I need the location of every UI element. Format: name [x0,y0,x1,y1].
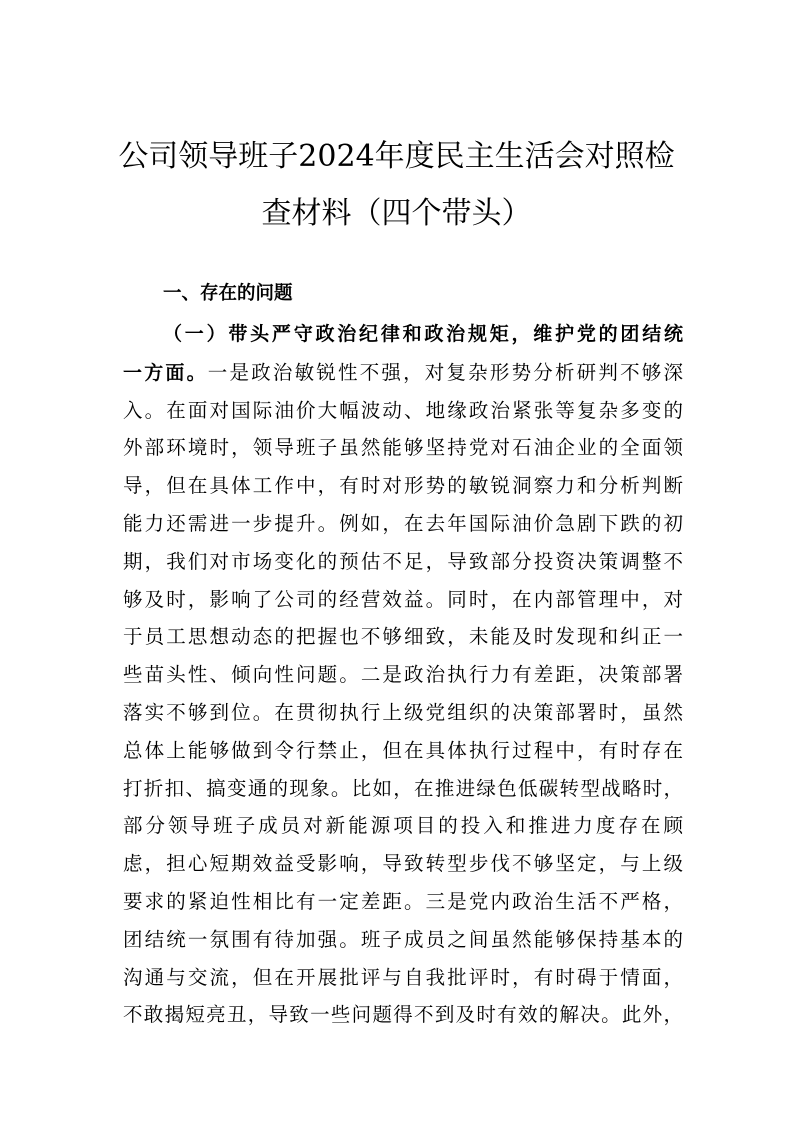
paragraph-line: 打折扣、搞变通的现象。比如，在推进绿色低碳转型战略时， [123,776,683,800]
document-title-line-2: 查材料（四个带头） [261,196,532,231]
paragraph-line: 不敢揭短亮丑，导致一些问题得不到及时有效的解决。此外， [123,1003,683,1027]
paragraph-line: 入。在面对国际油价大幅波动、地缘政治紧张等复杂多变的 [123,398,683,422]
paragraph-line: 要求的紧迫性相比有一定差距。三是党内政治生活不严格， [123,889,683,913]
paragraph-line: 沟通与交流，但在开展批评与自我批评时，有时碍于情面， [123,965,683,989]
paragraph-line: 外部环境时，领导班子虽然能够坚持党对石油企业的全面领 [123,436,683,460]
paragraph-line: 导，但在具体工作中，有时对形势的敏锐洞察力和分析判断 [123,474,683,498]
paragraph-line: 部分领导班子成员对新能源项目的投入和推进力度存在顾 [123,814,683,838]
paragraph-line-2-text: 一是政治敏锐性不强，对复杂形势分析研判不够深 [207,360,683,384]
paragraph-line: 团结统一氛围有待加强。班子成员之间虽然能够保持基本的 [123,927,683,951]
paragraph-line-1-subheading: （一）带头严守政治纪律和政治规矩，维护党的团结统 [163,323,683,345]
paragraph-line: 期，我们对市场变化的预估不足，导致部分投资决策调整不 [123,549,683,573]
section-heading: 一、存在的问题 [163,283,293,304]
paragraph-line: 些苗头性、倾向性问题。二是政治执行力有差距，决策部署 [123,663,683,687]
paragraph-line: 能力还需进一步提升。例如，在去年国际油价急剧下跌的初 [123,511,683,535]
paragraph-line: 总体上能够做到令行禁止，但在具体执行过程中，有时存在 [123,738,683,762]
paragraph-line: 于员工思想动态的把握也不够细致，未能及时发现和纠正一 [123,625,683,649]
body-paragraph [123,316,683,1034]
paragraph-line: 落实不够到位。在贯彻执行上级党组织的决策部署时，虽然 [123,700,683,724]
paragraph-line: 够及时，影响了公司的经营效益。同时，在内部管理中，对 [123,587,683,611]
subheading-tail: 一方面。 [123,361,208,384]
paragraph-line-2 [123,354,683,392]
document-title-line-1: 公司领导班子2024年度民主生活会对照检 [118,139,675,174]
paragraph-line: 虑，担心短期效益受影响，导致转型步伐不够坚定，与上级 [123,852,683,876]
